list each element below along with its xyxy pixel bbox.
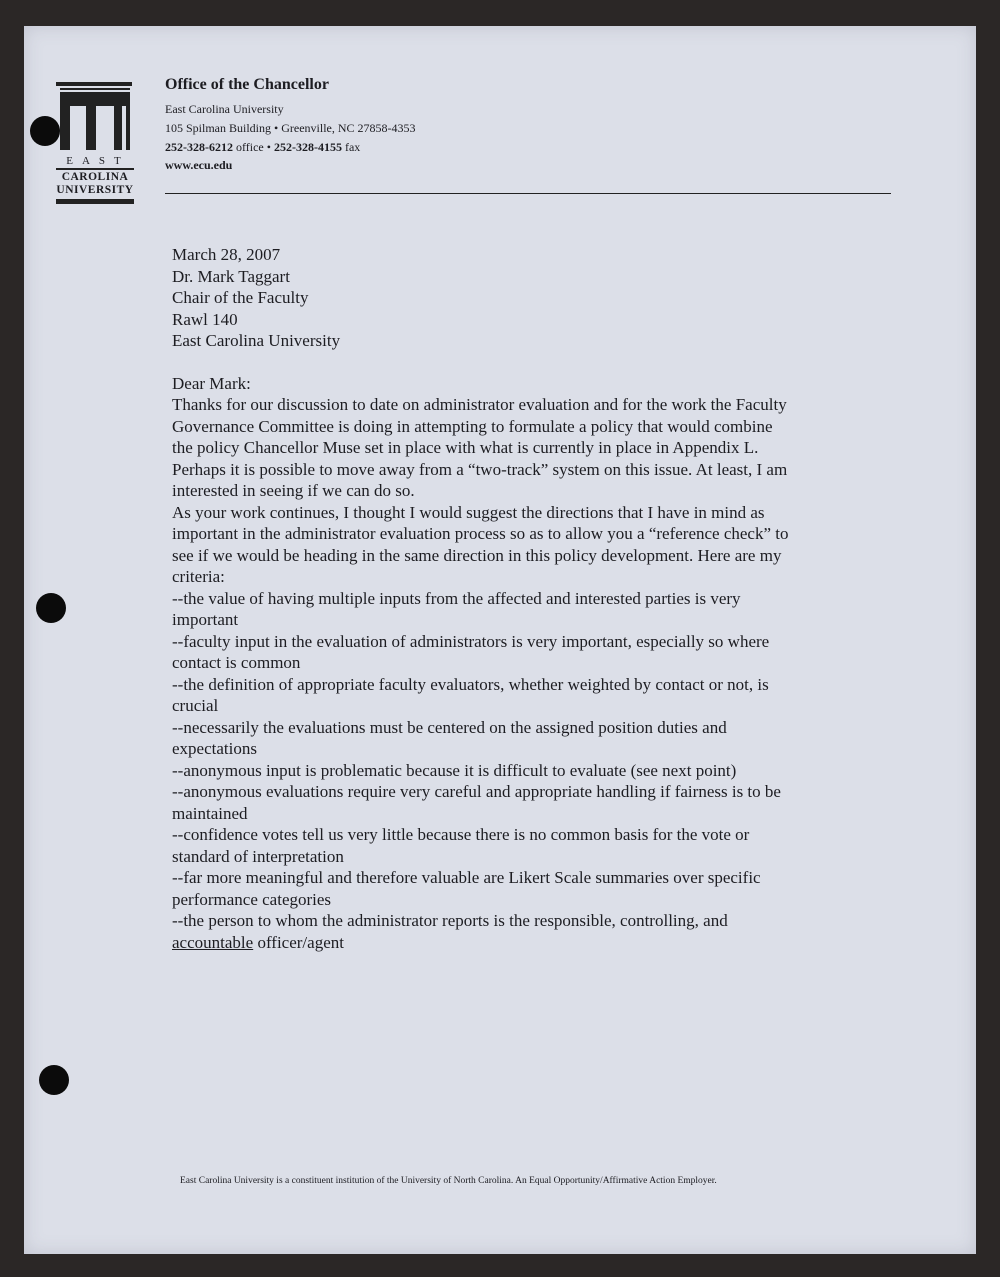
office-label: office	[236, 140, 264, 154]
letterhead	[165, 76, 416, 173]
office-phone: 252-328-6212	[165, 140, 233, 154]
recipient-line: Rawl 140	[172, 309, 238, 329]
recipient-address	[172, 266, 792, 352]
list-item: --the value of having multiple inputs from the affected and interested parties is very important	[172, 588, 741, 629]
logo-carolina-text: CAROLINA	[61, 171, 129, 183]
criterion-text: --the person to whom the administrator reports is the responsible, controlling, and	[172, 911, 728, 930]
criterion-text-end: officer/agent	[253, 932, 344, 952]
recipient-line: Dr. Mark Taggart	[172, 266, 290, 286]
fax-phone: 252-328-4155	[273, 140, 342, 154]
punch-hole	[36, 593, 66, 623]
criteria-list	[172, 588, 792, 954]
list-item: --anonymous evaluations require very careful and appropriate handling if fairness is to be maintained	[172, 782, 781, 823]
footer-note: East Carolina University is a constituent institution of the University of North Carolina. An Equal Opportunity/Affirmative Action Employer.	[180, 1176, 717, 1186]
logo-university-text: UNIVERSITY	[56, 184, 134, 196]
list-item: --confidence votes tell us very little because there is no common basis for the vote or standard of interpretation	[172, 825, 750, 866]
letter-date: March 28, 2007	[172, 245, 281, 264]
logo-east-text: EAST	[66, 155, 130, 167]
list-item: --anonymous input is problematic because it is difficult to evaluate (see next point)	[172, 760, 737, 780]
letterhead-rule	[165, 193, 891, 194]
list-item: --the definition of appropriate faculty evaluators, whether weighted by contact or not, is crucial	[172, 674, 769, 715]
paragraph-intro: Thanks for our discussion to date on administrator evaluation and for the work the Faculty Governance Committee is doing in attempting to formulate a policy that would combine the policy Chancellor Muse set in place with what is currently in place in Appendix L. Perhaps it is possible to move away from a “two-track” system on this issue. At least, I am interested in seeing if we can do so.	[172, 395, 788, 500]
paragraph-criteria-intro: As your work continues, I thought I would suggest the directions that I have in mind as important in the administrator evaluation process so as to allow you a “reference check” to see if we would be heading in the same direction in this policy development. Here are my criteria:	[172, 502, 789, 586]
list-item: --far more meaningful and therefore valuable are Likert Scale summaries over specific performance categories	[172, 868, 761, 909]
logo-divider	[56, 168, 134, 170]
contact-line	[165, 138, 416, 157]
recipient-line: Chair of the Faculty	[172, 288, 309, 307]
underlined-word: accountable	[172, 932, 254, 952]
office-title: Office of the Chancellor	[165, 76, 329, 93]
office-address: 105 Spilman Building • Greenville, NC 27858-4353	[165, 121, 416, 135]
logo-bottom-bar	[56, 199, 134, 204]
recipient-line: East Carolina University	[172, 331, 341, 350]
university-name: East Carolina University	[165, 102, 284, 116]
list-item: --necessarily the evaluations must be centered on the assigned position duties and expectations	[172, 717, 727, 758]
punch-hole	[39, 1065, 69, 1095]
list-item	[172, 910, 792, 953]
website: www.ecu.edu	[165, 158, 233, 172]
bullet-separator: •	[266, 140, 271, 154]
salutation: Dear Mark:	[172, 373, 251, 393]
fax-label: fax	[344, 140, 361, 154]
letter-body	[172, 244, 792, 953]
list-item: --faculty input in the evaluation of administrators is very important, especially so where contact is common	[172, 631, 770, 672]
ecu-logo	[56, 82, 134, 204]
ecu-logo-mark-icon	[56, 82, 134, 154]
